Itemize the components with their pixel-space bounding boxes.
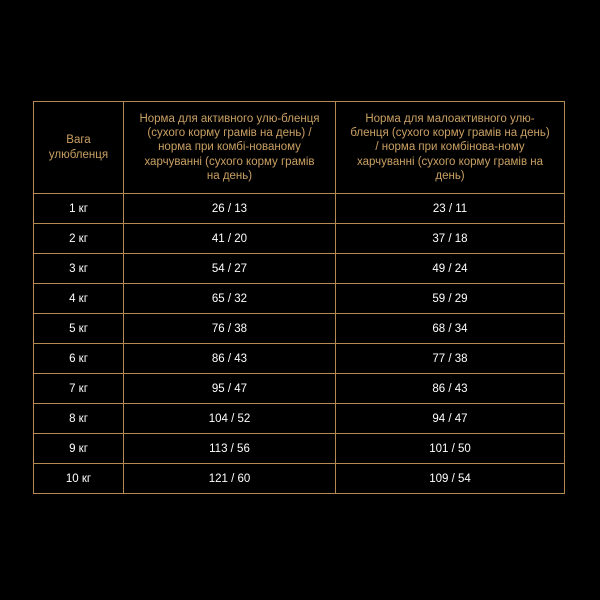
table-row: [34, 254, 565, 284]
cell-active-norm: 26 / 13: [124, 194, 336, 224]
cell-weight: 4 кг: [34, 284, 124, 314]
table-row: [34, 344, 565, 374]
cell-weight: 6 кг: [34, 344, 124, 374]
cell-low-active-norm: 94 / 47: [336, 404, 565, 434]
cell-active-norm: 41 / 20: [124, 224, 336, 254]
cell-active-norm: 104 / 52: [124, 404, 336, 434]
header-low-active-norm: [336, 102, 565, 194]
cell-low-active-norm: 59 / 29: [336, 284, 565, 314]
cell-active-norm: 113 / 56: [124, 434, 336, 464]
cell-weight: 5 кг: [34, 314, 124, 344]
cell-weight: 3 кг: [34, 254, 124, 284]
cell-active-norm: 95 / 47: [124, 374, 336, 404]
header-low-active-norm-label: Норма для малоактивного улю-бленця (сухого корму грамів на день) / норма при комбінова-ному харчуванні (сухого корму грамів на день): [350, 112, 550, 182]
cell-low-active-norm: 68 / 34: [336, 314, 565, 344]
cell-low-active-norm: 49 / 24: [336, 254, 565, 284]
cell-weight: 2 кг: [34, 224, 124, 254]
cell-active-norm: 65 / 32: [124, 284, 336, 314]
cell-low-active-norm: 37 / 18: [336, 224, 565, 254]
cell-low-active-norm: 86 / 43: [336, 374, 565, 404]
cell-active-norm: 121 / 60: [124, 464, 336, 494]
table-row: [34, 224, 565, 254]
table-row: [34, 374, 565, 404]
cell-active-norm: 76 / 38: [124, 314, 336, 344]
cell-weight: 8 кг: [34, 404, 124, 434]
table-row: [34, 194, 565, 224]
table-row: [34, 314, 565, 344]
header-active-norm-label: Норма для активного улю-бленця (сухого корму грамів на день) / норма при комбі-нованому харчуванні (сухого корму грамів на день): [139, 112, 320, 182]
cell-weight: 10 кг: [34, 464, 124, 494]
header-active-norm: [124, 102, 336, 194]
cell-low-active-norm: 101 / 50: [336, 434, 565, 464]
header-row: [34, 102, 565, 194]
cell-weight: 7 кг: [34, 374, 124, 404]
cell-active-norm: 86 / 43: [124, 344, 336, 374]
table-row: [34, 404, 565, 434]
cell-low-active-norm: 77 / 38: [336, 344, 565, 374]
table-body: [34, 194, 565, 494]
feeding-norms-table: [33, 101, 565, 494]
cell-low-active-norm: 109 / 54: [336, 464, 565, 494]
table-row: [34, 284, 565, 314]
cell-low-active-norm: 23 / 11: [336, 194, 565, 224]
table-row: [34, 434, 565, 464]
table-header: [34, 102, 565, 194]
table-row: [34, 464, 565, 494]
cell-weight: 1 кг: [34, 194, 124, 224]
cell-active-norm: 54 / 27: [124, 254, 336, 284]
header-weight: [34, 102, 124, 194]
cell-weight: 9 кг: [34, 434, 124, 464]
header-weight-label: Вага улюбленця: [48, 134, 109, 161]
